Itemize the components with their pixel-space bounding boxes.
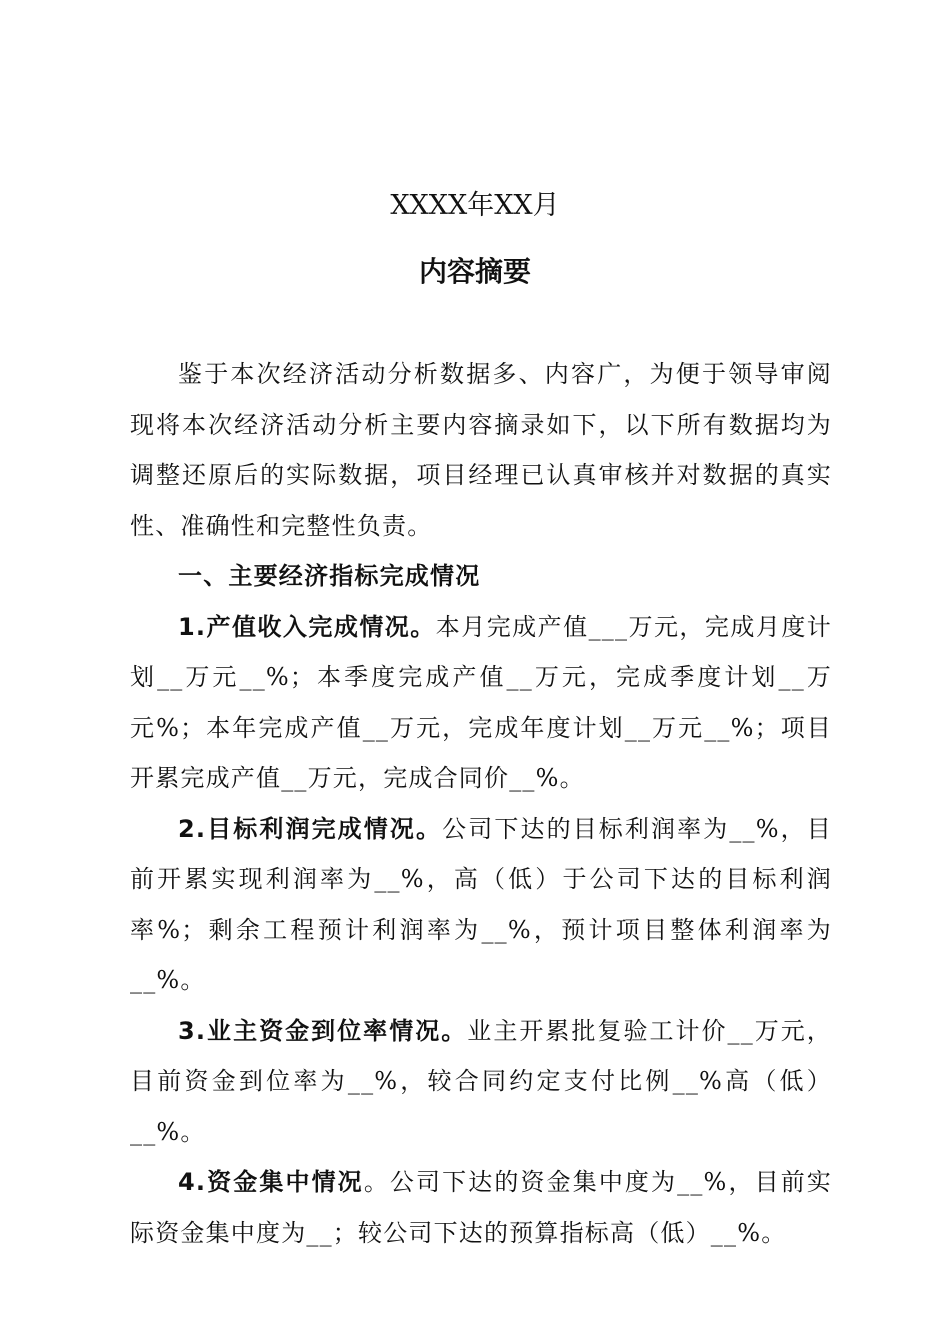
paragraph-target-profit — [130, 804, 832, 1006]
paragraph-text: 业主开累批复验工计价__万元，目前资金到位率为__%，较合同约定支付比例__%高（低）__%。 — [130, 1016, 833, 1146]
paragraph-lead: 2.目标利润完成情况。 — [178, 814, 443, 843]
paragraph-lead: 1.产值收入完成情况。 — [178, 612, 436, 641]
section-heading: 一、主要经济指标完成情况 — [178, 562, 481, 590]
paragraph-output-value — [130, 602, 832, 804]
paragraph-lead: 4.资金集中情况 — [178, 1168, 364, 1196]
paragraph-funds-concentration — [130, 1157, 832, 1258]
paragraph-funds-arrival — [130, 1006, 832, 1158]
paragraph-lead: 3.业主资金到位率情况。 — [178, 1016, 468, 1045]
document-body — [130, 349, 832, 1258]
intro-paragraph: 鉴于本次经济活动分析数据多、内容广，为便于领导审阅现将本次经济活动分析主要内容摘录如下，以下所有数据均为调整还原后的实际数据，项目经理已认真审核并对数据的真实性、准确性和完整性负责。 — [130, 360, 832, 540]
report-date: XXXX年XX月 — [390, 190, 560, 221]
paragraph-text: 公司下达的目标利润率为__%，目前开累实现利润率为__%，高（低）于公司下达的目标利润率%；剩余工程预计利润率为__%，预计项目整体利润率为__%。 — [130, 814, 832, 994]
paragraph-text: 。公司下达的资金集中度为__%，目前实际资金集中度为__；较公司下达的预算指标高（低）__%。 — [130, 1168, 833, 1247]
paragraph-text: 本月完成产值___万元，完成月度计划__万元__%；本季度完成产值__万元，完成季度计划__万元%；本年完成产值__万元，完成年度计划__万元__%；项目开累完成产值__万元，完成合同价__%。 — [130, 612, 832, 792]
page-title: 内容摘要 — [418, 255, 531, 288]
